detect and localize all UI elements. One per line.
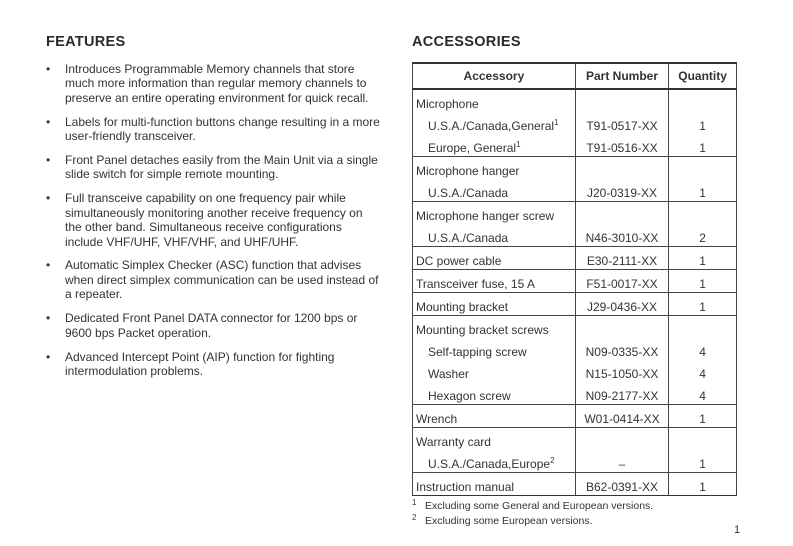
table-row [413, 157, 737, 180]
feature-item [46, 350, 381, 379]
part-number-cell: B62-0391-XX [575, 473, 668, 496]
accessory-group [413, 473, 737, 496]
table-row [413, 316, 737, 339]
accessory-name-cell [413, 405, 576, 428]
bullet-icon: • [46, 349, 51, 364]
accessory-name: DC power cable [416, 254, 502, 268]
table-row [413, 428, 737, 451]
bullet-icon: • [46, 153, 51, 168]
accessory-group [413, 293, 737, 316]
feature-item [46, 115, 381, 144]
accessories-table [412, 62, 737, 496]
footnote-text: Excluding some European versions. [425, 515, 593, 527]
footnote-text: Excluding some General and European versions. [425, 500, 654, 512]
quantity-cell: 1 [669, 247, 737, 270]
footnotes [412, 500, 737, 530]
accessory-name: Europe, General [428, 141, 517, 155]
accessory-name: Microphone hanger [416, 164, 520, 178]
part-number-cell: J29-0436-XX [575, 293, 668, 316]
table-row [413, 224, 737, 247]
bullet-icon: • [46, 114, 51, 129]
quantity-cell: 4 [669, 360, 737, 382]
accessory-name-cell [413, 270, 576, 293]
header-quantity: Quantity [669, 63, 737, 89]
accessories-section [412, 34, 737, 530]
accessory-name: Mounting bracket screws [416, 323, 549, 337]
bullet-icon: • [46, 311, 51, 326]
part-number-cell: N09-2177-XX [575, 382, 668, 405]
accessory-name-cell [413, 360, 576, 382]
header-part-number: Part Number [575, 63, 668, 89]
quantity-cell: 1 [669, 112, 737, 134]
accessory-name-cell [413, 473, 576, 496]
page-number: 1 [734, 524, 741, 536]
table-row [413, 202, 737, 225]
quantity-cell [669, 157, 737, 180]
accessory-name: Instruction manual [416, 480, 515, 494]
part-number-cell: N09-0335-XX [575, 338, 668, 360]
features-heading: FEATURES [46, 34, 126, 50]
table-header-row [413, 63, 737, 89]
footnote-mark: 1 [412, 498, 417, 507]
accessory-name: Microphone [416, 97, 479, 111]
table-row [413, 405, 737, 428]
accessory-name-cell [413, 316, 576, 339]
accessory-name-cell [413, 247, 576, 270]
quantity-cell [669, 202, 737, 225]
footnote-mark: 2 [412, 513, 417, 522]
feature-text: Advanced Intercept Point (AIP) function for fighting intermodulation problems. [65, 349, 335, 378]
accessory-name: Warranty card [416, 435, 491, 449]
accessory-name: Transceiver fuse, 15 A [416, 277, 535, 291]
part-number-cell: F51-0017-XX [575, 270, 668, 293]
footnote-marker: 1 [554, 118, 559, 127]
part-number-cell: E30-2111-XX [575, 247, 668, 270]
footnote-marker: 2 [550, 456, 555, 465]
part-number-cell [575, 157, 668, 180]
accessory-name-cell [413, 450, 576, 473]
bullet-icon: • [46, 62, 51, 76]
accessory-group [413, 247, 737, 270]
table-row [413, 247, 737, 270]
accessory-name-cell [413, 202, 576, 225]
feature-text: Automatic Simplex Checker (ASC) function that advises when direct simplex communication can be used instead of a repeater. [65, 258, 379, 302]
part-number-cell [575, 202, 668, 225]
table-row [413, 89, 737, 112]
table-row [413, 112, 737, 134]
accessory-name: Mounting bracket [416, 300, 509, 314]
feature-text: Dedicated Front Panel DATA connector for 1200 bps or 9600 bps Packet operation. [65, 311, 358, 340]
header-accessory: Accessory [463, 69, 525, 83]
quantity-cell: 1 [669, 179, 737, 202]
accessory-name-cell [413, 293, 576, 316]
table-row [413, 270, 737, 293]
quantity-cell: 2 [669, 224, 737, 247]
table-row [413, 473, 737, 496]
quantity-cell: 4 [669, 382, 737, 405]
part-number-cell [575, 428, 668, 451]
accessory-name: U.S.A./Canada,Europe [428, 457, 551, 471]
part-number-cell: J20-0319-XX [575, 179, 668, 202]
feature-text: Labels for multi-function buttons change resulting in a more user-friendly transceiver. [65, 114, 380, 144]
feature-item [46, 62, 381, 105]
accessory-name-cell [413, 382, 576, 405]
accessory-name: U.S.A./Canada [428, 186, 509, 200]
part-number-cell: – [575, 450, 668, 473]
table-row [413, 382, 737, 405]
accessory-group [413, 89, 737, 157]
quantity-cell: 4 [669, 338, 737, 360]
accessory-name-cell [413, 134, 576, 157]
accessory-name: Hexagon screw [428, 389, 511, 403]
accessory-name-cell [413, 179, 576, 202]
table-row [413, 134, 737, 157]
bullet-icon: • [46, 191, 51, 206]
feature-item [46, 191, 381, 249]
accessory-name-cell [413, 157, 576, 180]
part-number-cell: N15-1050-XX [575, 360, 668, 382]
accessory-group [413, 202, 737, 247]
table-row [413, 360, 737, 382]
accessories-heading: ACCESSORIES [412, 34, 521, 50]
accessory-name-cell [413, 224, 576, 247]
accessory-group [413, 270, 737, 293]
quantity-cell [669, 316, 737, 339]
part-number-cell [575, 316, 668, 339]
feature-text: Front Panel detaches easily from the Main Unit via a single slide switch for simple remote mounting. [65, 153, 378, 182]
features-list [46, 62, 381, 378]
accessory-name-cell [413, 112, 576, 134]
accessory-group [413, 157, 737, 202]
part-number-cell [575, 89, 668, 112]
bullet-icon: • [46, 258, 51, 273]
accessory-group [413, 316, 737, 405]
feature-text: Introduces Programmable Memory channels that store much more information than regular memory channels to preserve an entire operating environment for quick recall. [65, 62, 369, 105]
part-number-cell: W01-0414-XX [575, 405, 668, 428]
quantity-cell: 1 [669, 450, 737, 473]
accessory-name: U.S.A./Canada,General [428, 119, 555, 133]
quantity-cell: 1 [669, 473, 737, 496]
part-number-cell: T91-0517-XX [575, 112, 668, 134]
part-number-cell: N46-3010-XX [575, 224, 668, 247]
feature-item [46, 258, 381, 301]
table-row [413, 450, 737, 473]
accessory-name: Self-tapping screw [428, 345, 527, 359]
accessory-group [413, 405, 737, 428]
quantity-cell: 1 [669, 134, 737, 157]
accessory-name-cell [413, 338, 576, 360]
features-section [46, 34, 381, 388]
quantity-cell [669, 89, 737, 112]
feature-text: Full transceive capability on one frequency pair while simultaneously monitoring another receive frequency on the other band. Simultaneous receive configurations include VHF/UHF, VHF/VHF, and UHF/UHF. [65, 191, 363, 249]
accessory-name: Microphone hanger screw [416, 209, 555, 223]
table-row [413, 179, 737, 202]
quantity-cell: 1 [669, 293, 737, 316]
footnote [412, 500, 737, 515]
accessory-name: Wrench [416, 412, 458, 426]
accessory-name: U.S.A./Canada [428, 231, 509, 245]
part-number-cell: T91-0516-XX [575, 134, 668, 157]
accessory-name: Washer [428, 367, 469, 381]
table-row [413, 338, 737, 360]
accessory-name-cell [413, 89, 576, 112]
feature-item [46, 153, 381, 182]
accessory-group [413, 428, 737, 473]
footnote [412, 515, 737, 530]
quantity-cell: 1 [669, 405, 737, 428]
footnote-marker: 1 [516, 140, 521, 149]
table-row [413, 293, 737, 316]
quantity-cell: 1 [669, 270, 737, 293]
accessory-name-cell [413, 428, 576, 451]
feature-item [46, 311, 381, 340]
quantity-cell [669, 428, 737, 451]
